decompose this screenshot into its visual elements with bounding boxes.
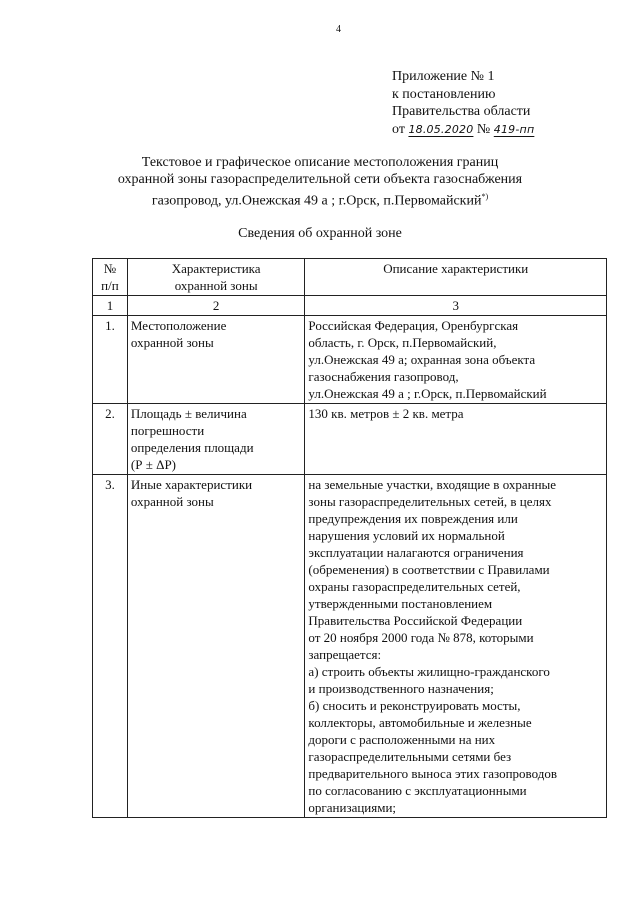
- table-row: [93, 475, 607, 818]
- characteristic-line: охранной зоны: [130, 494, 214, 509]
- appendix-line-1: Приложение № 1: [392, 69, 495, 84]
- description-line: эксплуатации налагаются ограничения: [308, 545, 524, 560]
- header-num-line: №: [103, 261, 117, 276]
- column-number-row: [93, 296, 607, 316]
- description-line: б) сносить и реконструировать мосты,: [308, 698, 521, 713]
- characteristic-line: погрешности: [130, 423, 205, 438]
- handwritten-date: 18.05.2020: [408, 122, 474, 136]
- description-line: коллекторы, автомобильные и железные: [308, 715, 532, 730]
- description-line: нарушения условий их нормальной: [308, 528, 505, 543]
- title-line-1: Текстовое и графическое описание местоположения границ: [141, 155, 499, 170]
- protection-zone-table: [92, 258, 607, 818]
- page-number: 4: [336, 24, 341, 35]
- description-line: дороги с расположенными на них: [308, 732, 496, 747]
- table-row: [93, 404, 607, 475]
- description-line: на земельные участки, входящие в охранные: [308, 477, 557, 492]
- document-title: [80, 154, 560, 210]
- header-num: [93, 259, 128, 296]
- description-line: охраны газораспределительных сетей,: [308, 579, 521, 594]
- description-line: от 20 ноября 2000 года № 878, которыми: [308, 630, 534, 645]
- appendix-signature-row: [392, 121, 534, 139]
- description-line: предупреждения их повреждения или: [308, 511, 518, 526]
- description-line: Российская Федерация, Оренбургская: [308, 318, 519, 333]
- row-number: 3.: [93, 475, 128, 818]
- header-characteristic: [127, 259, 305, 296]
- row-number: 1.: [93, 316, 128, 404]
- row-characteristic: [127, 316, 305, 404]
- characteristic-line: охранной зоны: [130, 335, 214, 350]
- table-header-row: [93, 259, 607, 296]
- title-line-3-text: газопровод, ул.Онежская 49 а ; г.Орск, п.Первомайский: [151, 193, 482, 209]
- appendix-line-2: к постановлению: [392, 86, 496, 102]
- number-label: №: [476, 121, 491, 137]
- handwritten-number: 419-пп: [493, 122, 535, 136]
- row-characteristic: [127, 404, 305, 475]
- from-label: от: [392, 121, 405, 137]
- table-row: [93, 316, 607, 404]
- header-char-line: Характеристика: [171, 261, 261, 276]
- characteristic-line: определения площади: [130, 440, 254, 455]
- description-line: зоны газораспределительных сетей, в целях: [308, 494, 552, 509]
- description-line: и производственного назначения;: [308, 681, 494, 696]
- description-line: предварительного выноса этих газопроводов: [308, 766, 557, 781]
- description-line: ул.Онежская 49 а ; г.Орск, п.Первомайский: [308, 386, 547, 401]
- header-description: [305, 259, 607, 296]
- description-line: газоснабжения газопровод,: [308, 369, 459, 384]
- description-line: а) строить объекты жилищно-гражданского: [308, 664, 550, 679]
- title-line-2: охранной зоны газораспределительной сети объекта газоснабжения: [117, 172, 523, 187]
- row-description: [305, 475, 607, 818]
- characteristic-line: Местоположение: [130, 318, 227, 333]
- description-line: (обременения) в соответствии с Правилами: [308, 562, 550, 577]
- footnote-mark: *): [481, 192, 489, 201]
- appendix-block: [392, 68, 534, 138]
- column-number: 3: [305, 296, 607, 316]
- description-line: газораспределительными сетями без: [308, 749, 512, 764]
- characteristic-line: (Р ± ΔР): [130, 457, 177, 472]
- row-description: [305, 404, 607, 475]
- header-num-line: п/п: [101, 278, 119, 293]
- description-line: запрещается:: [308, 647, 382, 662]
- characteristic-line: Площадь ± величина: [130, 406, 247, 421]
- title-line-3: [80, 188, 560, 210]
- description-line: Правительства Российской Федерации: [308, 613, 523, 628]
- description-line: ул.Онежская 49 а; охранная зона объекта: [308, 352, 536, 367]
- description-line: организациями;: [308, 800, 397, 815]
- header-char-line: охранной зоны: [174, 278, 258, 293]
- row-number: 2.: [93, 404, 128, 475]
- description-line: по согласованию с эксплуатационными: [308, 783, 527, 798]
- section-subtitle: Сведения об охранной зоне: [238, 226, 402, 241]
- description-line: 130 кв. метров ± 2 кв. метра: [308, 406, 464, 421]
- column-number: 2: [127, 296, 305, 316]
- description-line: область, г. Орск, п.Первомайский,: [308, 335, 497, 350]
- header-desc-line: Описание характеристики: [383, 261, 529, 276]
- appendix-line-3: Правительства области: [392, 104, 531, 119]
- characteristic-line: Иные характеристики: [130, 477, 253, 492]
- row-description: [305, 316, 607, 404]
- column-number: 1: [93, 296, 128, 316]
- description-line: утвержденными постановлением: [308, 596, 493, 611]
- row-characteristic: [127, 475, 305, 818]
